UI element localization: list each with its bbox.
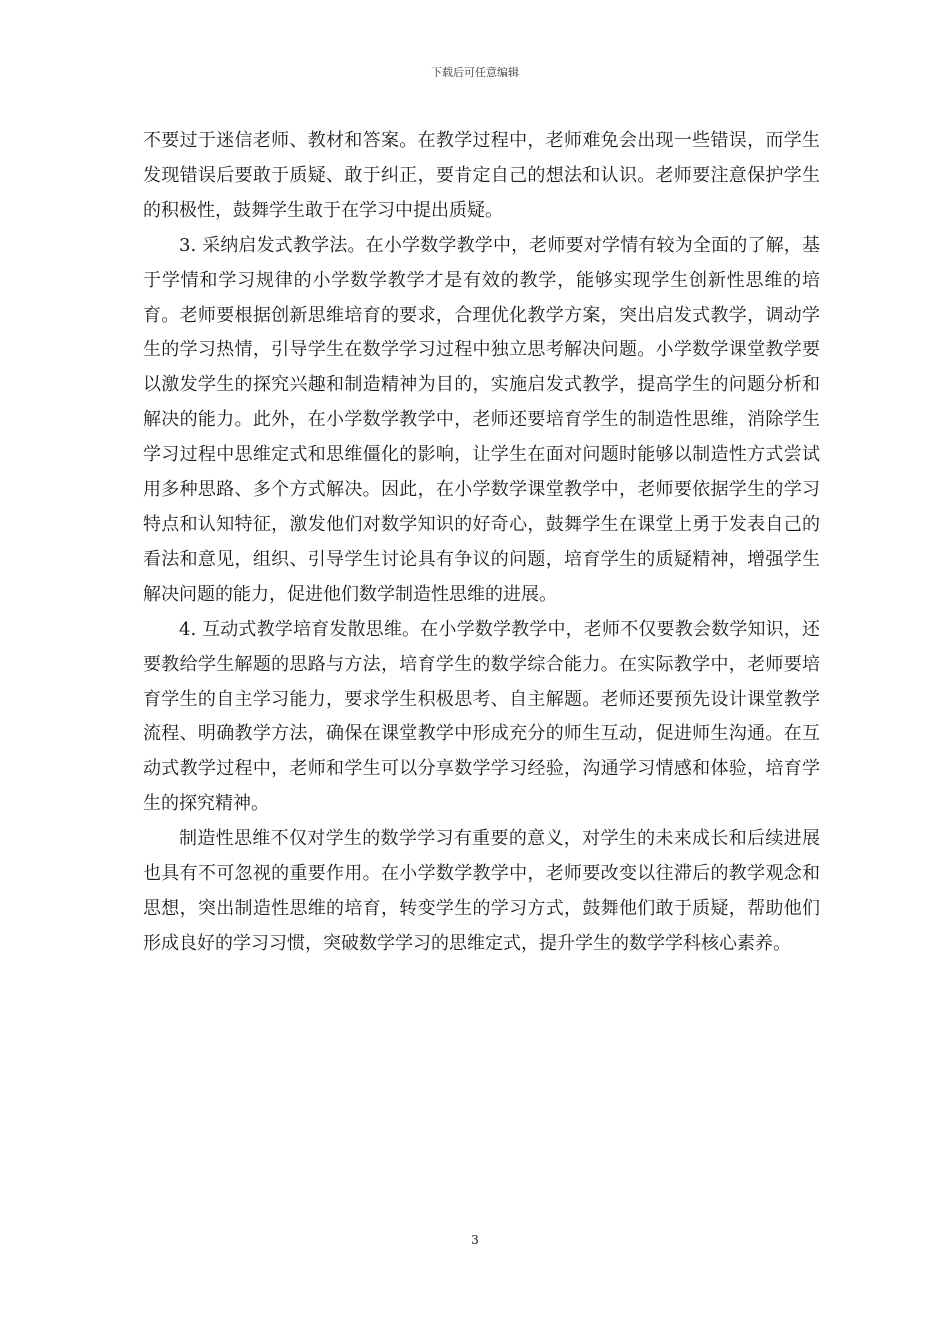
document-body <box>143 124 820 962</box>
page-number: 3 <box>471 1233 479 1247</box>
paragraph-conclusion: 制造性思维不仅对学生的数学学习有重要的意义，对学生的未来成长和后续进展也具有不可忽视的重要作用。在小学数学教学中，老师要改变以往滞后的教学观念和思想，突出制造性思维的培育，转变学生的学习方式，鼓舞他们敢于质疑，帮助他们形成良好的学习习惯，突破数学学习的思维定式，提升学生的数学学科核心素养。 <box>143 828 820 954</box>
paragraph-item-3: 3. 采纳启发式教学法。在小学数学教学中，老师要对学情有较为全面的了解，基于学情和学习规律的小学数学教学才是有效的教学，能够实现学生创新性思维的培育。老师要根据创新思维培育的要求，合理优化教学方案，突出启发式教学，调动学生的学习热情，引导学生在数学学习过程中独立思考解决问题。小学数学课堂教学要以激发学生的探究兴趣和制造精神为目的，实施启发式教学，提高学生的问题分析和解决的能力。此外，在小学数学教学中，老师还要培育学生的制造性思维，消除学生学习过程中思维定式和思维僵化的影响，让学生在面对问题时能够以制造性方式尝试用多种思路、多个方式解决。因此，在小学数学课堂教学中，老师要依据学生的学习特点和认知特征，激发他们对数学知识的好奇心，鼓舞学生在课堂上勇于发表自己的看法和意见，组织、引导学生讨论具有争议的问题，培育学生的质疑精神，增强学生解决问题的能力，促进他们数学制造性思维的进展。 <box>143 234 820 605</box>
paragraph-item-4: 4. 互动式教学培育发散思维。在小学数学教学中，老师不仅要教会数学知识，还要教给学生解题的思路与方法，培育学生的数学综合能力。在实际教学中，老师要培育学生的自主学习能力，要求学生积极思考、自主解题。老师还要预先设计课堂教学流程、明确教学方法，确保在课堂教学中形成充分的师生互动，促进师生沟通。在互动式教学过程中，老师和学生可以分享数学学习经验，沟通学习情感和体验，培育学生的探究精神。 <box>143 618 820 815</box>
page-header: 下载后可任意编辑 <box>431 66 519 79</box>
paragraph-continuation: 不要过于迷信老师、教材和答案。在教学过程中，老师难免会出现一些错误，而学生发现错误后要敢于质疑、敢于纠正，要肯定自己的想法和认识。老师要注意保护学生的积极性，鼓舞学生敢于在学习中提出质疑。 <box>143 130 820 221</box>
